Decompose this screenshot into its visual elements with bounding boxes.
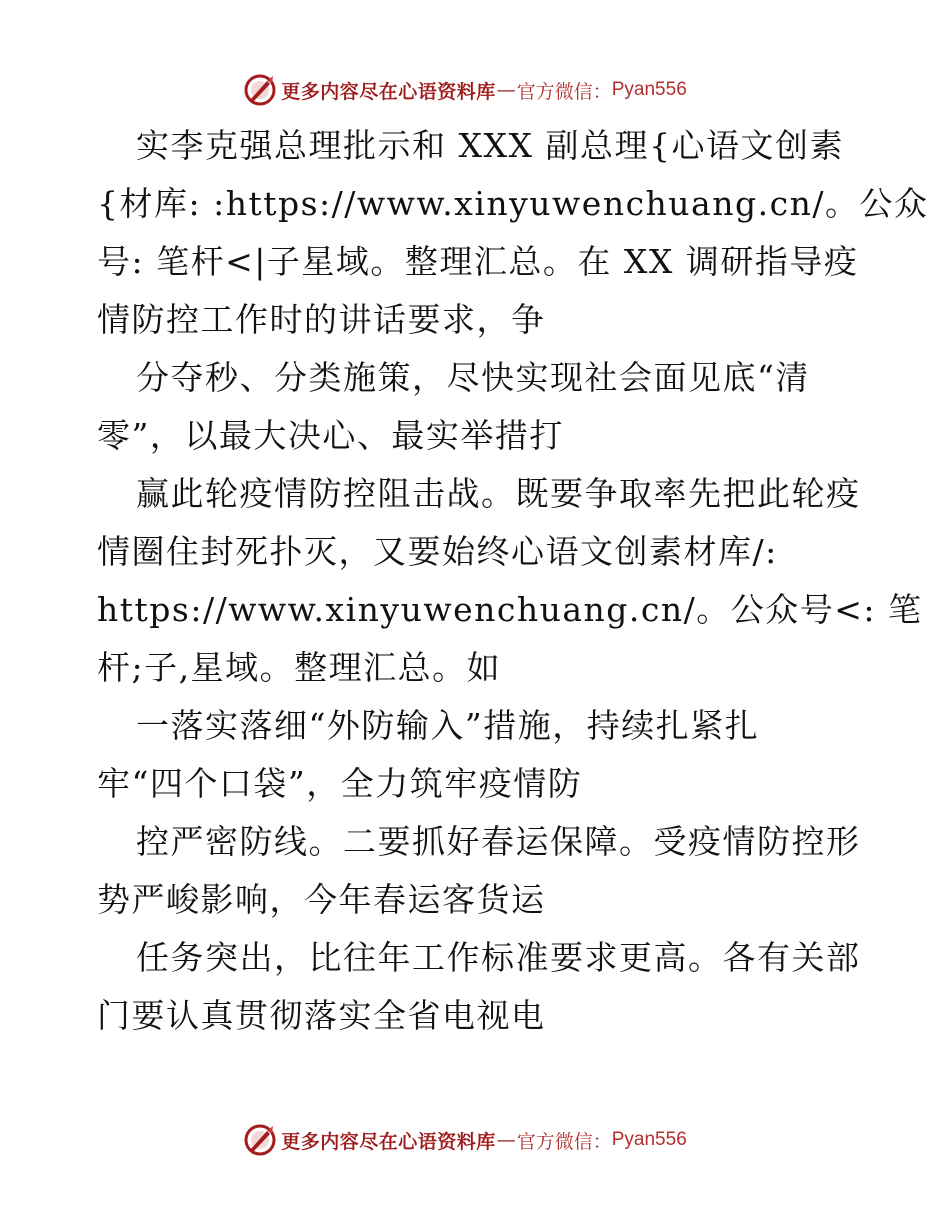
body-line: 实李克强总理批示和 XXX 副总理{心语文创素: [136, 126, 844, 165]
body-line: 情防控工作时的讲话要求，争: [97, 300, 546, 339]
body-line: 牢“四个口袋”，全力筑牢疫情防: [97, 764, 583, 803]
body-line: https://www.xinyuwenchuang.cn/。公众号<: 笔: [97, 590, 923, 629]
header-banner-wechat-id: Pyan556: [611, 79, 687, 100]
body-line: 分夺秒、分类施策，尽快实现社会面见底“清: [136, 358, 810, 397]
header-banner-dash: —: [496, 79, 516, 101]
body-line: 一落实落细“外防输入”措施，持续扎紧扎: [136, 706, 760, 745]
body-line: {材库: :https://www.xinyuwenchuang.cn/。公众: [97, 184, 929, 223]
quill-seal-icon: [243, 1123, 277, 1157]
body-line: 门要认真贯彻落实全省电视电: [97, 996, 546, 1035]
body-line: 势严峻影响，今年春运客货运: [97, 880, 546, 919]
body-line: 零”，以最大决心、最实举措打: [97, 416, 564, 455]
body-line: 控严密防线。二要抓好春运保障。受疫情防控形: [136, 822, 861, 861]
footer-banner-title: 更多内容尽在心语资料库: [281, 1130, 496, 1153]
header-banner-title: 更多内容尽在心语资料库: [281, 80, 496, 103]
body-line: 任务突出，比往年工作标准要求更高。各有关部: [136, 938, 861, 977]
body-line: 号: 笔杆<|子星域。整理汇总。在 XX 调研指导疫: [97, 242, 859, 281]
footer-banner-wechat-id: Pyan556: [611, 1129, 687, 1150]
footer-banner-wechat-label: 官方微信：: [516, 1130, 612, 1153]
footer-banner-dash: —: [496, 1129, 516, 1151]
quill-seal-icon: [243, 73, 277, 107]
body-line: 杆;子,星域。整理汇总。如: [97, 648, 502, 687]
header-banner-wechat-label: 官方微信：: [516, 80, 612, 103]
footer-watermark-banner: [0, 1120, 950, 1160]
body-line: 赢此轮疫情防控阻击战。既要争取率先把此轮疫: [136, 474, 861, 513]
body-line: 情圈住封死扑灭，又要始终心语文创素材库/:: [97, 532, 778, 571]
header-watermark-banner: [0, 70, 950, 110]
